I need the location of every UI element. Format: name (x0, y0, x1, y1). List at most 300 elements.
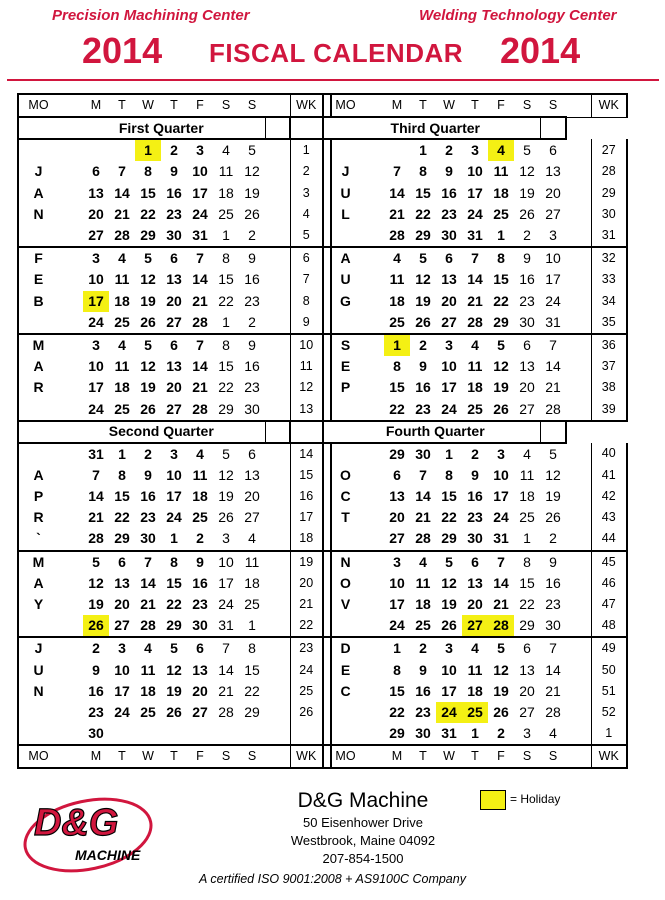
day-cell: 22 (114, 509, 130, 526)
day-cell: 27 (384, 528, 410, 550)
phone-number: 207-854-1500 (322, 851, 404, 866)
day-spacer (265, 443, 290, 465)
day-cell: 11 (114, 271, 130, 288)
header-day: S (540, 745, 566, 768)
day-spacer (58, 551, 83, 573)
day-cell: 18 (415, 596, 431, 613)
day-cell: 15 (218, 271, 234, 288)
week-number: 23 (290, 637, 323, 659)
week-row (18, 161, 627, 182)
holiday-swatch (480, 790, 506, 810)
day-cell: 20 (441, 292, 457, 309)
day-spacer (265, 573, 290, 594)
day-cell: 10 (389, 574, 405, 591)
day-spacer (566, 356, 591, 377)
day-spacer (58, 377, 83, 398)
day-cell: 10 (166, 466, 182, 483)
day-cell: 5 (144, 250, 152, 267)
dg-machine-logo (20, 790, 170, 880)
day-spacer (359, 312, 384, 334)
day-cell: 27 (161, 312, 187, 334)
day-cell: 11 (218, 163, 234, 180)
day-cell: 14 (218, 661, 234, 678)
day-cell: 10 (441, 661, 457, 678)
week-number: 22 (290, 615, 323, 637)
day-spacer (359, 334, 384, 356)
header-day: F (488, 745, 514, 768)
week-row (18, 551, 627, 573)
day-cell: 5 (497, 640, 505, 657)
day-spacer (566, 204, 591, 225)
day-cell: 8 (497, 250, 505, 267)
day-cell: 21 (467, 292, 483, 309)
week-row (18, 312, 627, 334)
week-number: 41 (591, 465, 627, 486)
company-info (268, 788, 458, 868)
week-row (18, 573, 627, 594)
day-cell: 12 (244, 163, 260, 180)
day-spacer (58, 573, 83, 594)
day-cell: 9 (248, 336, 256, 353)
day-cell: 18 (192, 488, 208, 505)
week-number: 3 (290, 183, 323, 204)
day-spacer (566, 681, 591, 702)
day-cell: 24 (192, 205, 208, 222)
day-cell: 4 (523, 445, 531, 462)
day-spacer (359, 161, 384, 182)
day-cell: 30 (161, 225, 187, 247)
day-spacer (566, 702, 591, 723)
day-cell: 20 (88, 205, 104, 222)
day-cell: 5 (445, 553, 453, 570)
month-letter (18, 443, 58, 465)
header-day: T (161, 94, 187, 117)
day-spacer (359, 291, 384, 312)
day-cell: 28 (410, 528, 436, 550)
day-spacer (58, 723, 83, 745)
day-cell: 22 (244, 682, 260, 699)
day-cell: 2 (170, 142, 178, 159)
title-text: FISCAL CALENDAR (209, 38, 464, 68)
day-spacer (265, 161, 290, 182)
day-spacer (359, 637, 384, 659)
day-cell: 15 (244, 661, 260, 678)
quarter-week-spacer (540, 421, 566, 443)
header-day: S (239, 94, 265, 117)
day-spacer (265, 356, 290, 377)
day-cell: 27 (109, 615, 135, 637)
day-spacer (566, 551, 591, 573)
day-cell: 15 (140, 184, 156, 201)
day-spacer (265, 660, 290, 681)
day-cell: 28 (187, 312, 213, 334)
day-cell: 9 (471, 466, 479, 483)
week-number: 10 (290, 334, 323, 356)
month-letter: U (18, 660, 58, 681)
day-cell: 28 (540, 398, 566, 420)
day-cell: 26 (519, 205, 535, 222)
day-cell: 31 (88, 445, 104, 462)
day-cell: 27 (519, 703, 535, 720)
day-cell: 4 (471, 640, 479, 657)
day-cell: 5 (222, 445, 230, 462)
day-cell: 6 (523, 640, 531, 657)
day-cell: 5 (144, 336, 152, 353)
day-cell: 7 (196, 336, 204, 353)
day-cell: 12 (88, 574, 104, 591)
header-day: S (540, 94, 566, 117)
day-cell: 1 (393, 640, 401, 657)
week-row (18, 269, 627, 290)
day-cell: 1 (161, 528, 187, 550)
day-cell: 5 (170, 640, 178, 657)
day-cell: 11 (244, 553, 260, 570)
day-cell: 19 (519, 184, 535, 201)
day-cell: 3 (92, 336, 100, 353)
day-cell: 9 (170, 163, 178, 180)
day-cell: 18 (467, 379, 483, 396)
month-letter: A (18, 465, 58, 486)
day-cell: 1 (213, 312, 239, 334)
day-spacer (359, 486, 384, 507)
day-cell: 19 (140, 292, 156, 309)
day-spacer (265, 312, 290, 334)
company-name: D&G Machine (297, 789, 429, 812)
day-cell: 30 (83, 723, 109, 745)
day-cell: 9 (445, 163, 453, 180)
day-spacer (265, 465, 290, 486)
day-cell: 7 (549, 640, 557, 657)
day-cell: 31 (213, 615, 239, 637)
week-number: 14 (290, 443, 323, 465)
week-number: 6 (290, 247, 323, 269)
day-cell: 17 (114, 682, 130, 699)
holiday-day-cell: 4 (488, 139, 514, 161)
day-cell: 25 (192, 509, 208, 526)
day-cell: 12 (493, 661, 509, 678)
gap (323, 637, 331, 659)
day-cell: 17 (545, 271, 561, 288)
day-spacer (566, 247, 591, 269)
day-spacer (566, 377, 591, 398)
day-spacer (566, 723, 591, 745)
quarter-title: Second Quarter (58, 421, 265, 443)
day-spacer (566, 139, 591, 161)
day-cell: 2 (419, 640, 427, 657)
day-cell: 8 (144, 163, 152, 180)
day-cell: 25 (109, 398, 135, 420)
day-cell (109, 139, 135, 161)
day-cell: 25 (109, 312, 135, 334)
day-cell: 26 (410, 312, 436, 334)
day-cell: 16 (166, 184, 182, 201)
day-cell: 23 (166, 205, 182, 222)
day-spacer (359, 551, 384, 573)
day-cell: 23 (88, 703, 104, 720)
day-cell: 3 (540, 225, 566, 247)
day-cell: 21 (218, 682, 234, 699)
day-cell: 16 (467, 488, 483, 505)
week-row (18, 377, 627, 398)
day-cell: 16 (415, 682, 431, 699)
header-spacer (359, 745, 384, 768)
day-cell: 8 (445, 466, 453, 483)
day-spacer (359, 465, 384, 486)
day-cell: 19 (493, 379, 509, 396)
day-spacer (359, 183, 384, 204)
holiday-day-cell: 25 (462, 702, 488, 723)
day-cell: 23 (244, 292, 260, 309)
day-cell: 9 (419, 661, 427, 678)
month-letter: L (331, 204, 359, 225)
day-spacer (265, 334, 290, 356)
month-letter: U (331, 183, 359, 204)
header-day: T (161, 745, 187, 768)
month-letter (18, 398, 58, 420)
month-letter: N (331, 551, 359, 573)
day-cell: 25 (493, 205, 509, 222)
day-cell: 22 (519, 596, 535, 613)
day-spacer (359, 139, 384, 161)
day-spacer (359, 594, 384, 615)
calendar-title (0, 30, 665, 72)
day-cell: 3 (514, 723, 540, 745)
day-spacer (566, 183, 591, 204)
day-spacer (566, 615, 591, 637)
day-spacer (265, 291, 290, 312)
day-spacer (265, 637, 290, 659)
day-cell: 18 (389, 292, 405, 309)
header-spacer (58, 745, 83, 768)
day-cell: 24 (436, 398, 462, 420)
gap (323, 660, 331, 681)
gap (323, 723, 331, 745)
welding-technology-center-label: Welding Technology Center (419, 7, 617, 24)
day-cell: 12 (519, 163, 535, 180)
week-row (18, 486, 627, 507)
week-number: 29 (591, 183, 627, 204)
quarter-title: First Quarter (58, 117, 265, 139)
day-cell (161, 723, 187, 745)
day-spacer (566, 312, 591, 334)
day-cell: 17 (218, 574, 234, 591)
month-letter: V (331, 594, 359, 615)
day-cell: 18 (467, 682, 483, 699)
day-cell: 22 (493, 292, 509, 309)
day-cell: 15 (389, 682, 405, 699)
fiscal-calendar-table (17, 93, 628, 769)
day-cell: 17 (389, 596, 405, 613)
day-spacer (566, 443, 591, 465)
address-line-1: 50 Eisenhower Drive (303, 815, 423, 830)
month-letter (18, 225, 58, 247)
day-cell: 26 (436, 615, 462, 637)
day-cell: 31 (436, 723, 462, 745)
header-month: MO (331, 94, 359, 117)
day-cell: 1 (462, 723, 488, 745)
week-number: 25 (290, 681, 323, 702)
month-spacer (18, 117, 58, 139)
week-number: 39 (591, 398, 627, 420)
day-cell: 31 (488, 528, 514, 550)
week-number: 26 (290, 702, 323, 723)
header-week: WK (591, 94, 627, 117)
day-cell: 24 (218, 596, 234, 613)
day-spacer (58, 465, 83, 486)
month-letter: G (331, 291, 359, 312)
day-cell: 10 (114, 661, 130, 678)
day-cell: 29 (135, 225, 161, 247)
day-cell: 29 (488, 312, 514, 334)
day-cell: 29 (384, 723, 410, 745)
day-cell: 30 (135, 528, 161, 550)
header-day: F (187, 745, 213, 768)
gap (323, 225, 331, 247)
day-cell: 11 (519, 466, 535, 483)
day-spacer (58, 702, 83, 723)
day-spacer (359, 247, 384, 269)
day-spacer (58, 443, 83, 465)
day-cell: 31 (462, 225, 488, 247)
day-cell: 19 (140, 379, 156, 396)
day-spacer (359, 723, 384, 745)
day-cell: 16 (441, 184, 457, 201)
month-letter: C (331, 486, 359, 507)
day-cell: 15 (218, 358, 234, 375)
week-number: 50 (591, 660, 627, 681)
day-cell: 21 (140, 596, 156, 613)
day-spacer (566, 486, 591, 507)
day-cell: 26 (244, 205, 260, 222)
day-cell: 18 (140, 682, 156, 699)
day-cell: 24 (384, 615, 410, 637)
month-letter: E (331, 356, 359, 377)
day-cell: 8 (222, 336, 230, 353)
week-number: 43 (591, 507, 627, 528)
month-letter: R (18, 507, 58, 528)
day-cell: 30 (540, 615, 566, 637)
day-cell (239, 723, 265, 745)
day-cell: 18 (114, 292, 130, 309)
month-letter (331, 723, 359, 745)
day-cell: 21 (88, 509, 104, 526)
day-cell: 22 (166, 596, 182, 613)
title-year-right: 2014 (500, 30, 581, 71)
gap (323, 334, 331, 356)
day-cell: 13 (519, 358, 535, 375)
day-cell: 3 (118, 640, 126, 657)
gap (290, 421, 323, 443)
day-cell: 10 (467, 163, 483, 180)
day-cell: 30 (514, 312, 540, 334)
header-day: T (462, 745, 488, 768)
gap (323, 247, 331, 269)
week-number: 47 (591, 594, 627, 615)
week-row (18, 356, 627, 377)
day-spacer (566, 269, 591, 290)
month-letter: A (18, 356, 58, 377)
week-number: 27 (591, 139, 627, 161)
gap (323, 139, 331, 161)
day-cell: 12 (441, 574, 457, 591)
month-letter (331, 398, 359, 420)
day-cell: 1 (239, 615, 265, 637)
day-cell: 15 (166, 574, 182, 591)
day-cell: 5 (523, 142, 531, 159)
day-cell: 7 (419, 466, 427, 483)
header-day: S (514, 745, 540, 768)
day-cell: 4 (118, 250, 126, 267)
day-cell: 20 (244, 488, 260, 505)
day-spacer (566, 507, 591, 528)
day-cell: 23 (545, 596, 561, 613)
gap (323, 377, 331, 398)
day-cell: 25 (462, 398, 488, 420)
title-year-left: 2014 (82, 30, 163, 71)
week-number: 32 (591, 247, 627, 269)
gap (323, 312, 331, 334)
day-spacer (359, 528, 384, 550)
day-cell: 20 (519, 379, 535, 396)
day-spacer (566, 573, 591, 594)
day-cell: 27 (83, 225, 109, 247)
header-day: W (135, 94, 161, 117)
day-spacer (265, 551, 290, 573)
day-spacer (58, 291, 83, 312)
day-spacer (58, 398, 83, 420)
day-cell: 7 (92, 466, 100, 483)
day-spacer (359, 225, 384, 247)
day-spacer (359, 660, 384, 681)
month-letter (18, 139, 58, 161)
day-spacer (566, 594, 591, 615)
day-cell: 2 (445, 142, 453, 159)
day-cell: 15 (389, 379, 405, 396)
day-cell: 6 (170, 336, 178, 353)
day-cell (384, 139, 410, 161)
day-cell: 3 (445, 640, 453, 657)
day-cell: 11 (415, 574, 431, 591)
month-letter (331, 528, 359, 550)
month-letter (18, 615, 58, 637)
day-cell: 8 (393, 661, 401, 678)
day-cell: 10 (88, 358, 104, 375)
day-cell: 26 (493, 703, 509, 720)
day-spacer (265, 702, 290, 723)
day-cell: 13 (519, 661, 535, 678)
day-cell: 19 (166, 682, 182, 699)
day-cell: 29 (109, 528, 135, 550)
day-cell: 13 (166, 358, 182, 375)
day-cell: 20 (545, 184, 561, 201)
month-letter (18, 723, 58, 745)
day-cell: 21 (192, 292, 208, 309)
certification-text: A certified ISO 9001:2008 + AS9100C Company (199, 872, 466, 886)
day-spacer (58, 269, 83, 290)
header-week: WK (290, 745, 323, 768)
month-letter (18, 312, 58, 334)
day-cell: 6 (170, 250, 178, 267)
gap (323, 443, 331, 465)
week-number: 15 (290, 465, 323, 486)
week-row (18, 723, 627, 745)
week-row (18, 615, 627, 637)
day-cell: 15 (493, 271, 509, 288)
day-cell: 30 (436, 225, 462, 247)
day-cell: 6 (393, 466, 401, 483)
gap (323, 615, 331, 637)
day-cell: 12 (545, 466, 561, 483)
